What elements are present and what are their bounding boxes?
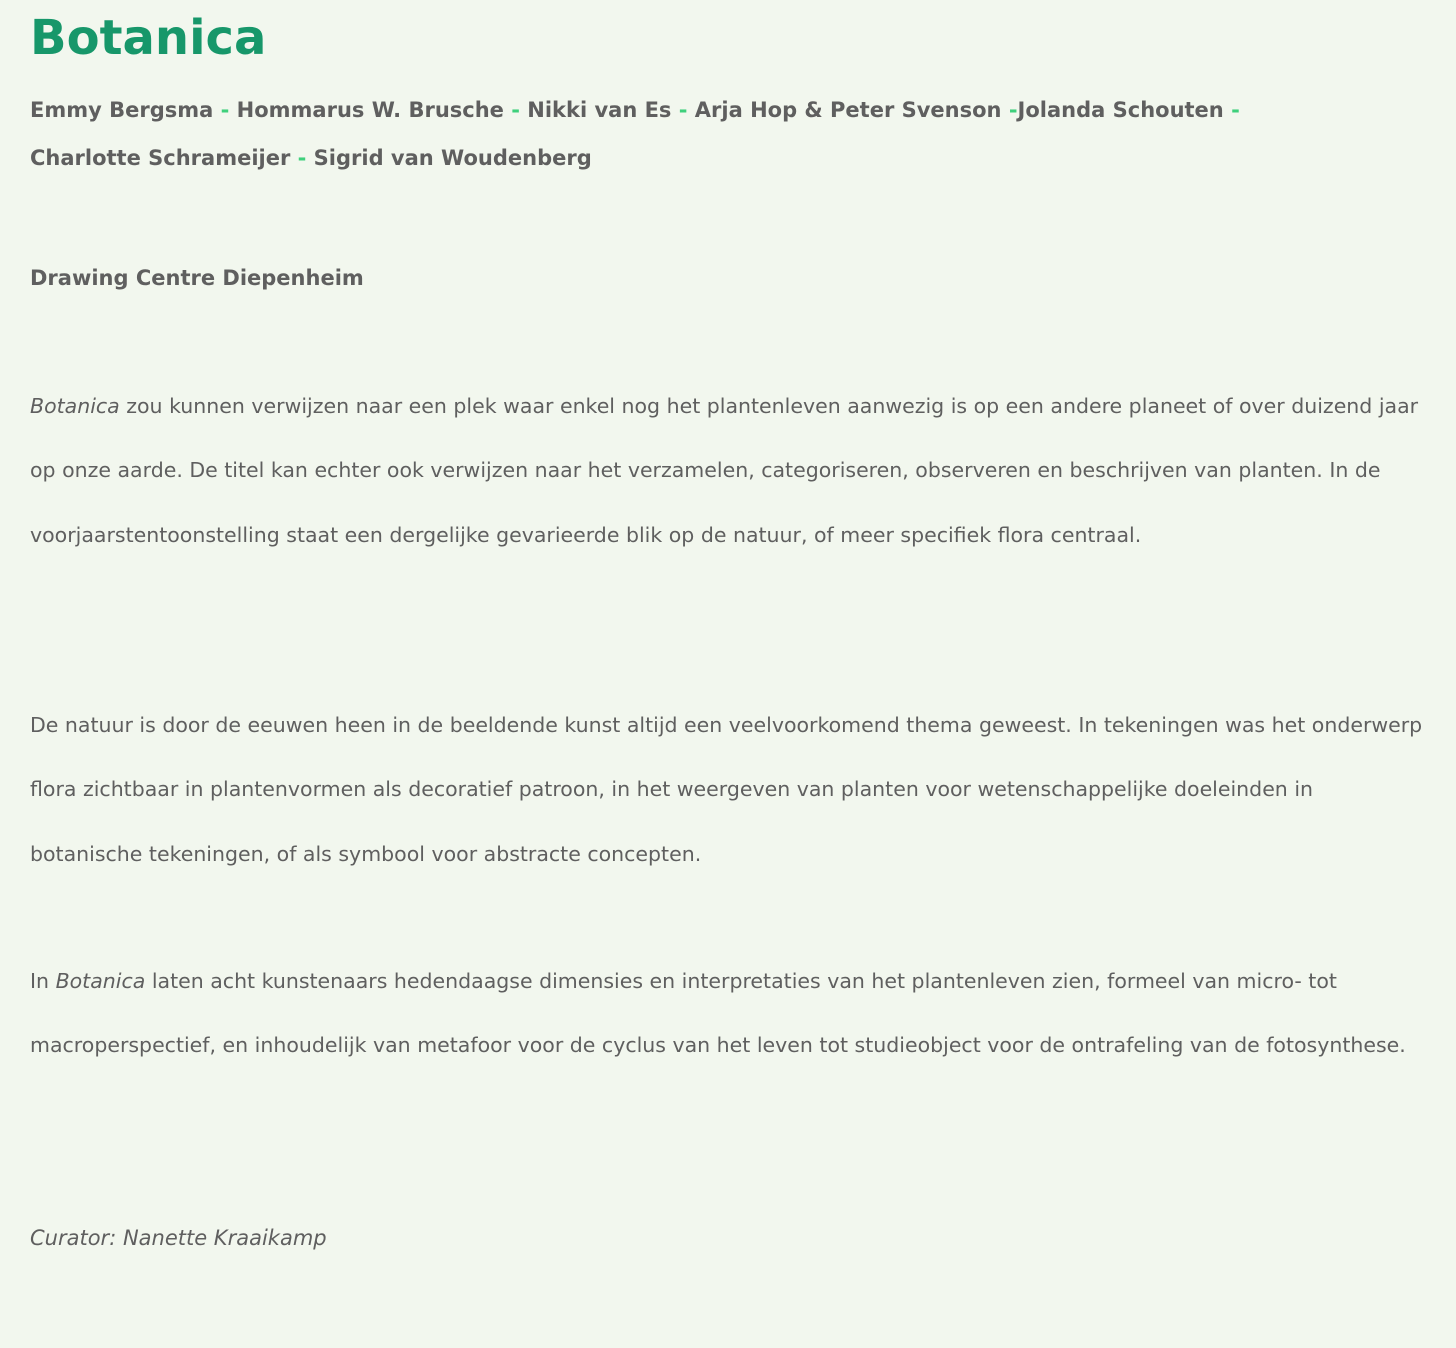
- paragraph-text: De natuur is door de eeuwen heen in de beeldende kunst altijd een veelvoorkomend thema geweest. In tekeningen was het onderwerp flora zichtbaar in plantenvormen als decoratief patroon, in het weergeven van planten voor wetenschappelijke doeleinden in botanische tekeningen, of als symbool voor abstracte concepten.: [30, 713, 1423, 866]
- page-title: Botanica: [30, 10, 267, 66]
- artist-name: Sigrid van Woudenberg: [313, 146, 592, 170]
- artist-separator: -: [1008, 98, 1018, 122]
- artist-separator: -: [1231, 98, 1240, 122]
- artist-name: Arja Hop & Peter Svenson: [694, 98, 1002, 122]
- artist-name: Hommarus W. Brusche: [236, 98, 504, 122]
- artists-paragraph: [30, 949, 1430, 1078]
- exhibition-title-italic: Botanica: [30, 394, 120, 418]
- artist-separator: -: [220, 98, 230, 122]
- artist-name: Charlotte Schrameijer: [30, 146, 291, 170]
- artist-list: [30, 86, 1430, 182]
- artist-separator: -: [678, 98, 688, 122]
- history-paragraph: [30, 693, 1430, 886]
- venue-name: Drawing Centre Diepenheim: [30, 266, 364, 290]
- artist-name: Emmy Bergsma: [30, 98, 214, 122]
- paragraph-text: zou kunnen verwijzen naar een plek waar enkel nog het plantenleven aanwezig is op een andere planeet of over duizend jaar op onze aarde. De titel kan echter ook verwijzen naar het verzamelen, categoriseren, observeren en beschrijven van planten. In de voorjaarstentoonstelling staat een dergelijke gevarieerde blik op de natuur, of meer specifiek flora centraal.: [30, 394, 1419, 547]
- exhibition-title-italic: Botanica: [55, 969, 146, 993]
- paragraph-lead: In: [30, 969, 56, 993]
- artist-separator: -: [511, 98, 520, 122]
- artist-separator: -: [297, 146, 307, 170]
- artist-name: Nikki van Es: [527, 98, 672, 122]
- artist-name: Jolanda Schouten: [1017, 98, 1224, 122]
- intro-paragraph: [30, 374, 1430, 567]
- paragraph-text: laten acht kunstenaars hedendaagse dimensies en interpretaties van het plantenleven zien, formeel van micro- tot macroperspectief, en inhoudelijk van metafoor voor de cyclus van het leven tot studieobject voor de ontrafeling van de fotosynthese.: [30, 969, 1406, 1058]
- curator-credit: Curator: Nanette Kraaikamp: [30, 1226, 327, 1250]
